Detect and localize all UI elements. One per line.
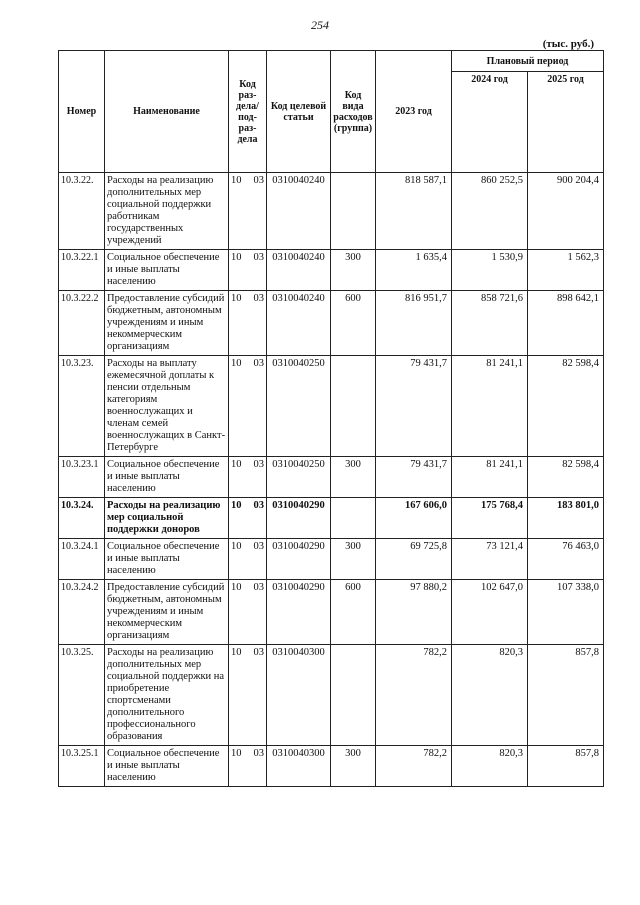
- row-subsection-code: 03: [253, 541, 264, 552]
- row-number: 10.3.25.1: [59, 746, 105, 787]
- table-row: [59, 645, 604, 746]
- row-value-2023: 69 725,8: [376, 539, 452, 580]
- table-row: [59, 250, 604, 291]
- row-value-2023: 782,2: [376, 645, 452, 746]
- row-value-2025: 857,8: [528, 746, 604, 787]
- row-target-code: 0310040240: [267, 250, 331, 291]
- table-row: [59, 173, 604, 250]
- row-target-code: 0310040240: [267, 291, 331, 356]
- row-section-code: 10: [231, 500, 242, 511]
- header-year-2024: 2024 год: [452, 72, 528, 173]
- row-section: [229, 250, 267, 291]
- row-value-2025: 183 801,0: [528, 498, 604, 539]
- row-value-2025: 857,8: [528, 645, 604, 746]
- row-target-code: 0310040290: [267, 539, 331, 580]
- row-value-2025: 76 463,0: [528, 539, 604, 580]
- row-value-2023: 79 431,7: [376, 356, 452, 457]
- table-row: [59, 539, 604, 580]
- header-target-code: Код целевой статьи: [267, 51, 331, 173]
- row-number: 10.3.22.2: [59, 291, 105, 356]
- row-value-2024: 858 721,6: [452, 291, 528, 356]
- row-number: 10.3.22.: [59, 173, 105, 250]
- row-value-2023: 816 951,7: [376, 291, 452, 356]
- row-section-code: 10: [231, 252, 242, 263]
- row-subsection-code: 03: [253, 358, 264, 369]
- page-number: 254: [311, 18, 329, 32]
- row-section-code: 10: [231, 582, 242, 593]
- row-number: 10.3.22.1: [59, 250, 105, 291]
- row-number: 10.3.23.1: [59, 457, 105, 498]
- table-row: [59, 356, 604, 457]
- row-section: [229, 539, 267, 580]
- table-row: [59, 457, 604, 498]
- row-name: Расходы на реализацию дополнительных мер социальной поддержки работникам государственных учреждений: [105, 173, 229, 250]
- row-value-2024: 820,3: [452, 645, 528, 746]
- row-section-code: 10: [231, 647, 242, 658]
- row-section: [229, 173, 267, 250]
- row-section-code: 10: [231, 541, 242, 552]
- row-expense-type: [331, 356, 376, 457]
- table-row: [59, 746, 604, 787]
- row-value-2025: 82 598,4: [528, 356, 604, 457]
- row-value-2024: 1 530,9: [452, 250, 528, 291]
- row-section: [229, 356, 267, 457]
- row-value-2023: 79 431,7: [376, 457, 452, 498]
- row-section: [229, 291, 267, 356]
- header-expense-type: Код вида расходов (группа): [331, 51, 376, 173]
- row-value-2025: 107 338,0: [528, 580, 604, 645]
- row-name: Предоставление субсидий бюджетным, автономным учреждениям и иным некоммерческим организациям: [105, 580, 229, 645]
- row-target-code: 0310040250: [267, 356, 331, 457]
- header-number: Номер: [59, 51, 105, 173]
- row-number: 10.3.24.: [59, 498, 105, 539]
- row-value-2025: 82 598,4: [528, 457, 604, 498]
- row-value-2023: 97 880,2: [376, 580, 452, 645]
- header-year-2025: 2025 год: [528, 72, 604, 173]
- row-value-2024: 102 647,0: [452, 580, 528, 645]
- row-value-2024: 81 241,1: [452, 457, 528, 498]
- row-value-2024: 73 121,4: [452, 539, 528, 580]
- table-row: [59, 498, 604, 539]
- row-section: [229, 746, 267, 787]
- header-section-code: Код раз-дела/ под-раз-дела: [229, 51, 267, 173]
- row-name: Социальное обеспечение и иные выплаты населению: [105, 539, 229, 580]
- row-subsection-code: 03: [253, 647, 264, 658]
- row-name: Расходы на реализацию дополнительных мер социальной поддержки на приобретение спортсменами дополнительного профессионального образования: [105, 645, 229, 746]
- row-subsection-code: 03: [253, 582, 264, 593]
- row-section-code: 10: [231, 459, 242, 470]
- row-name: Социальное обеспечение и иные выплаты населению: [105, 746, 229, 787]
- row-section-code: 10: [231, 748, 242, 759]
- row-name: Социальное обеспечение и иные выплаты населению: [105, 250, 229, 291]
- row-expense-type: 300: [331, 539, 376, 580]
- row-value-2024: 820,3: [452, 746, 528, 787]
- header-plan-period: Плановый период: [452, 51, 604, 72]
- row-value-2025: 900 204,4: [528, 173, 604, 250]
- row-value-2024: 860 252,5: [452, 173, 528, 250]
- row-value-2023: 1 635,4: [376, 250, 452, 291]
- row-expense-type: 600: [331, 291, 376, 356]
- header-name: Наименование: [105, 51, 229, 173]
- row-subsection-code: 03: [253, 459, 264, 470]
- row-number: 10.3.25.: [59, 645, 105, 746]
- row-value-2023: 818 587,1: [376, 173, 452, 250]
- row-value-2025: 898 642,1: [528, 291, 604, 356]
- row-expense-type: [331, 645, 376, 746]
- units-label: (тыс. руб.): [542, 38, 594, 50]
- row-subsection-code: 03: [253, 175, 264, 186]
- row-section-code: 10: [231, 293, 242, 304]
- row-value-2025: 1 562,3: [528, 250, 604, 291]
- budget-table: [58, 50, 604, 787]
- row-expense-type: [331, 173, 376, 250]
- row-subsection-code: 03: [253, 252, 264, 263]
- row-section-code: 10: [231, 175, 242, 186]
- row-subsection-code: 03: [253, 500, 264, 511]
- row-expense-type: 300: [331, 250, 376, 291]
- table-row: [59, 580, 604, 645]
- table-body: [59, 173, 604, 787]
- row-number: 10.3.24.2: [59, 580, 105, 645]
- header-year-2023: 2023 год: [376, 51, 452, 173]
- row-expense-type: 600: [331, 580, 376, 645]
- row-name: Расходы на выплату ежемесячной доплаты к пенсии отдельным категориям военнослужащих и членам семей военнослужащих в Санкт-Петербурге: [105, 356, 229, 457]
- row-expense-type: [331, 498, 376, 539]
- row-number: 10.3.23.: [59, 356, 105, 457]
- table-row: [59, 291, 604, 356]
- row-number: 10.3.24.1: [59, 539, 105, 580]
- row-section-code: 10: [231, 358, 242, 369]
- row-target-code: 0310040300: [267, 645, 331, 746]
- row-subsection-code: 03: [253, 748, 264, 759]
- row-name: Социальное обеспечение и иные выплаты населению: [105, 457, 229, 498]
- row-value-2023: 167 606,0: [376, 498, 452, 539]
- row-name: Расходы на реализацию мер социальной поддержки доноров: [105, 498, 229, 539]
- row-subsection-code: 03: [253, 293, 264, 304]
- row-section: [229, 645, 267, 746]
- row-value-2023: 782,2: [376, 746, 452, 787]
- row-value-2024: 175 768,4: [452, 498, 528, 539]
- row-target-code: 0310040290: [267, 580, 331, 645]
- row-expense-type: 300: [331, 457, 376, 498]
- row-name: Предоставление субсидий бюджетным, автономным учреждениям и иным некоммерческим организациям: [105, 291, 229, 356]
- row-target-code: 0310040240: [267, 173, 331, 250]
- row-expense-type: 300: [331, 746, 376, 787]
- row-section: [229, 457, 267, 498]
- row-target-code: 0310040300: [267, 746, 331, 787]
- row-target-code: 0310040290: [267, 498, 331, 539]
- row-section: [229, 498, 267, 539]
- row-target-code: 0310040250: [267, 457, 331, 498]
- row-value-2024: 81 241,1: [452, 356, 528, 457]
- row-section: [229, 580, 267, 645]
